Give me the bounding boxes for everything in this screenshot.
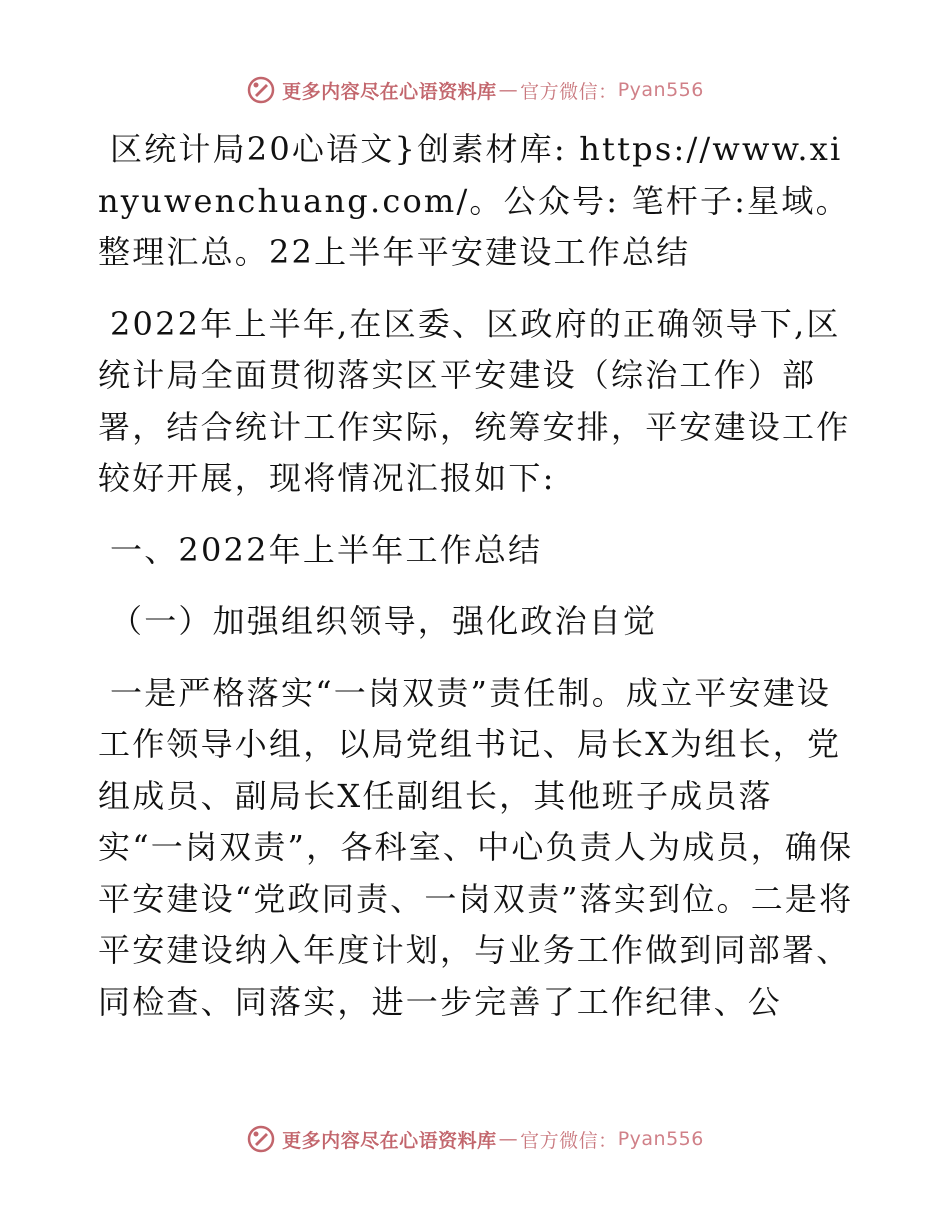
watermark-dash: — xyxy=(498,79,519,101)
watermark-wechat-label: 官方微信： xyxy=(520,80,618,103)
watermark-brand: 更多内容尽在心语资料库 xyxy=(282,1129,497,1152)
header-watermark xyxy=(0,70,950,110)
section-heading: 一、2022年上半年工作总结 xyxy=(110,530,543,569)
brand-logo-icon xyxy=(246,1124,276,1154)
watermark-brand: 更多内容尽在心语资料库 xyxy=(282,80,497,103)
watermark-dash: — xyxy=(498,1128,519,1150)
watermark-wechat-label: 官方微信： xyxy=(520,1129,618,1152)
document-body xyxy=(98,124,858,1048)
watermark-wechat-id: Pyan556 xyxy=(617,1128,704,1150)
body-paragraph: 一是严格落实“一岗双责”责任制。成立平安建设工作领导小组，以局党组书记、局长X为组长，党组成员、副局长X任副组长，其他班子成员落实“一岗双责”，各科室、中心负责人为成员，确保平安建设“党政同责、一岗双责”落实到位。二是将平安建设纳入年度计划，与业务工作做到同部署、同检查、同落实，进一步完善了工作纪律、公 xyxy=(98,673,854,1021)
footer-watermark xyxy=(0,1119,950,1159)
brand-logo-icon xyxy=(246,75,276,105)
watermark-wechat-id: Pyan556 xyxy=(617,79,704,101)
subsection-heading: （一）加强组织领导，强化政治自觉 xyxy=(110,602,658,640)
summary-paragraph: 2022年上半年,在区委、区政府的正确领导下,区统计局全面贯彻落实区平安建设（综治工作）部署，结合统计工作实际，统筹安排，平安建设工作较好开展，现将情况汇报如下: xyxy=(98,304,851,497)
intro-paragraph: 区统计局20心语文}创素材库: https://www.xinyuwenchuang.com/。公众号: 笔杆子:星域。整理汇总。22上半年平安建设工作总结 xyxy=(98,130,850,271)
